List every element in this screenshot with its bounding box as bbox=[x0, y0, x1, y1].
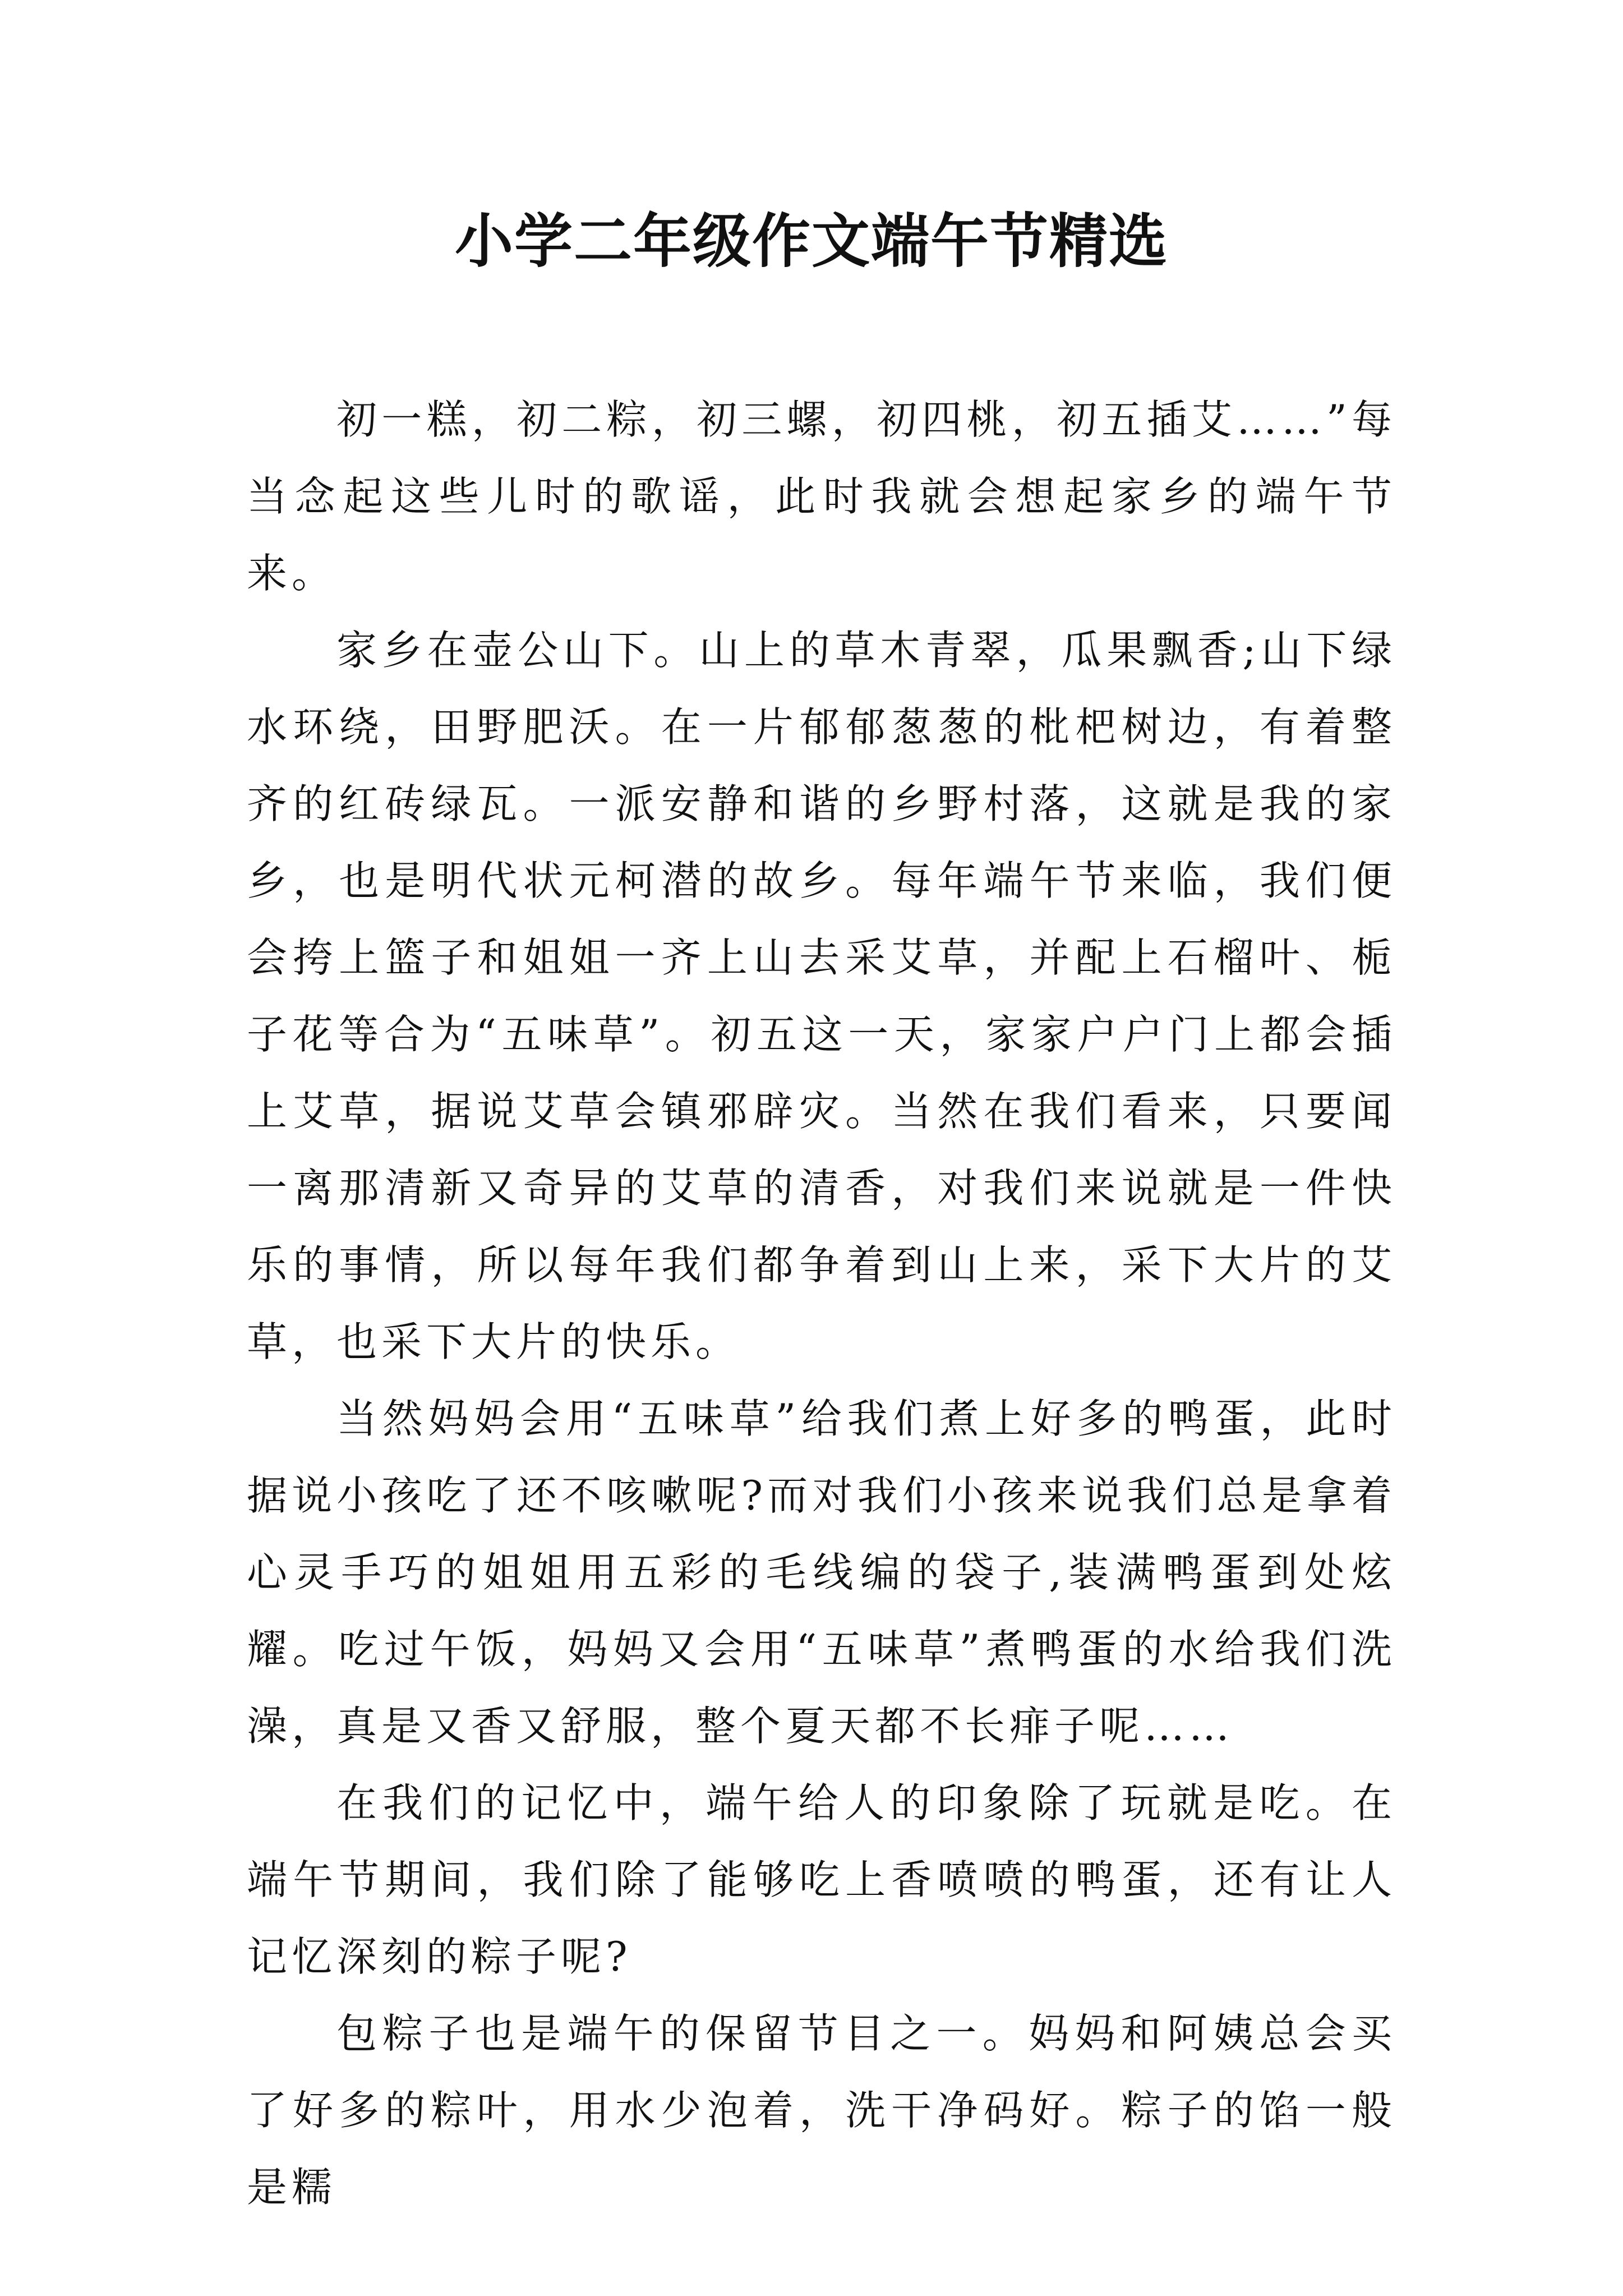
document-title: 小学二年级作文端午节精选 bbox=[454, 206, 1168, 275]
paragraph-4: 在我们的记忆中，端午给人的印象除了玩就是吃。在端午节期间，我们除了能够吃上香喷喷的鸭蛋，还有让人记忆深刻的粽子呢? bbox=[247, 1779, 1396, 1980]
paragraph-3: 当然妈妈会用“五味草”给我们煮上好多的鸭蛋，此时据说小孩吃了还不咳嗽呢?而对我们小孩来说我们总是拿着心灵手巧的姐姐用五彩的毛线编的袋子,装满鸭蛋到处炫耀。吃过午饭，妈妈又会用“五味草”煮鸭蛋的水给我们洗澡，真是又香又舒服，整个夏天都不长痱子呢…… bbox=[247, 1395, 1396, 1750]
paragraph-5: 包粽子也是端午的保留节目之一。妈妈和阿姨总会买了好多的粽叶，用水少泡着，洗干净码好。粽子的馅一般是糯 bbox=[247, 2010, 1396, 2211]
paragraph-2: 家乡在壶公山下。山上的草木青翠，瓜果飘香;山下绿水环绕，田野肥沃。在一片郁郁葱葱的枇杷树边，有着整齐的红砖绿瓦。一派安静和谐的乡野村落，这就是我的家乡，也是明代状元柯潜的故乡。每年端午节来临，我们便会挎上篮子和姐姐一齐上山去采艾草，并配上石榴叶、栀子花等合为“五味草”。初五这一天，家家户户门上都会插上艾草，据说艾草会镇邪辟灾。当然在我们看来，只要闻一离那清新又奇异的艾草的清香，对我们来说就是一件快乐的事情，所以每年我们都争着到山上来，采下大片的艾草，也采下大片的快乐。 bbox=[247, 627, 1396, 1365]
paragraph-1: 初一糕，初二粽，初三螺，初四桃，初五插艾……”每当念起这些儿时的歌谣，此时我就会想起家乡的端午节来。 bbox=[247, 396, 1396, 597]
document-body bbox=[247, 381, 1396, 2226]
